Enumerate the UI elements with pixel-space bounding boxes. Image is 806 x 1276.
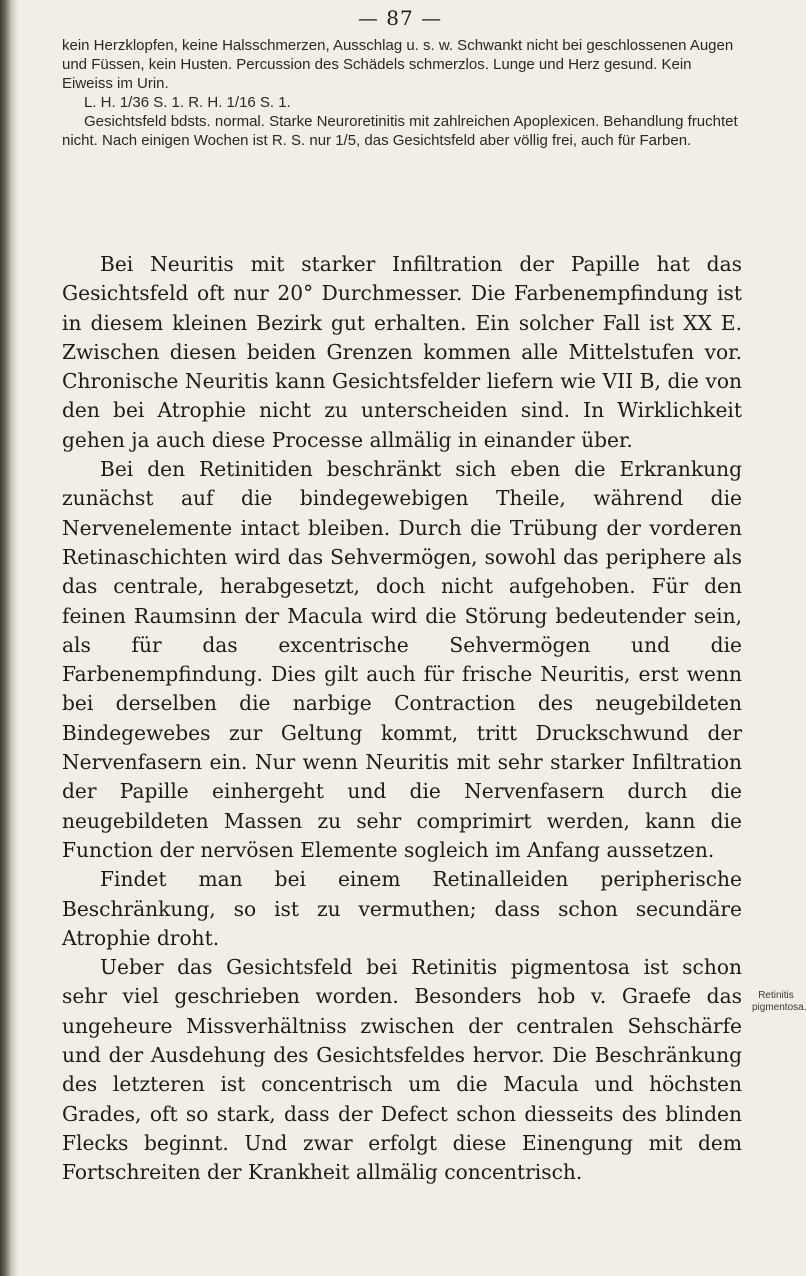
case-note (62, 36, 742, 150)
main-text (62, 250, 742, 1188)
page-binding-edge (0, 0, 18, 1276)
body-paragraph: Ueber das Gesichtsfeld bei Retinitis pigmentosa ist schon sehr viel geschrieben worden. Besonders hob v. Graefe das ungeheure Missverhältniss zwischen der centralen Sehschärfe und der Ausdehung des Gesichtsfeldes hervor. Die Beschränkung des letzteren ist concentrisch um die Macula und höchsten Grades, oft so stark, dass der Defect schon diesseits des blinden Flecks beginnt. Und zwar erfolgt diese Einengung mit dem Fortschreiten der Krankheit allmälig concentrisch. (62, 955, 742, 1185)
case-note-paragraph: Gesichtsfeld bdsts. normal. Starke Neuroretinitis mit zahlreichen Apoplexicen. Behandlung fruchtet nicht. Nach einigen Wochen ist R. S. nur 1/5, das Gesichtsfeld aber völlig frei, auch für Farben. (62, 113, 738, 149)
page-number: — 87 — (357, 6, 443, 30)
case-note-visus: L. H. 1/36 S. 1. R. H. 1/16 S. 1. (84, 94, 291, 111)
margin-note: Retinitis pigmentosa. (752, 990, 806, 1013)
case-note-paragraph: kein Herzklopfen, keine Halsschmerzen, Ausschlag u. s. w. Schwankt nicht bei geschlossenen Augen und Füssen, kein Husten. Percussion des Schädels schmerzlos. Lunge und Herz gesund. Kein Eiweiss im Urin. (62, 37, 734, 92)
body-paragraph: Findet man bei einem Retinalleiden peripherische Beschränkung, so ist zu vermuthen; dass schon secundäre Atrophie droht. (62, 867, 742, 950)
body-paragraph: Bei den Retinitiden beschränkt sich eben die Erkrankung zunächst auf die bindegewebigen Theile, während die Nervenelemente intact bleiben. Durch die Trübung der vorderen Retinaschichten wird das Sehvermögen, sowohl das periphere als das centrale, herabgesetzt, doch nicht aufgehoben. Für den feinen Raumsinn der Macula wird die Störung bedeutender sein, als für das excentrische Sehvermögen und die Farbenempfindung. Dies gilt auch für frische Neuritis, erst wenn bei derselben die narbige Contraction des neugebildeten Bindegewebes zur Geltung kommt, tritt Druckschwund der Nervenfasern ein. Nur wenn Neuritis mit sehr starker Infiltration der Papille einhergeht und die Nervenfasern durch die neugebildeten Massen zu sehr comprimirt werden, kann die Function der nervösen Elemente sogleich im Anfang aussetzen. (62, 457, 742, 862)
body-paragraph: Bei Neuritis mit starker Infiltration der Papille hat das Gesichtsfeld oft nur 20° Durchmesser. Die Farbenempfindung ist in diesem kleinen Bezirk gut erhalten. Ein solcher Fall ist XX E. Zwischen diesen beiden Grenzen kommen alle Mittelstufen vor. Chronische Neuritis kann Gesichtsfelder liefern wie VII B, die von den bei Atrophie nicht zu unterscheiden sind. In Wirklichkeit gehen ja auch diese Processe allmälig in einander über. (62, 252, 742, 452)
